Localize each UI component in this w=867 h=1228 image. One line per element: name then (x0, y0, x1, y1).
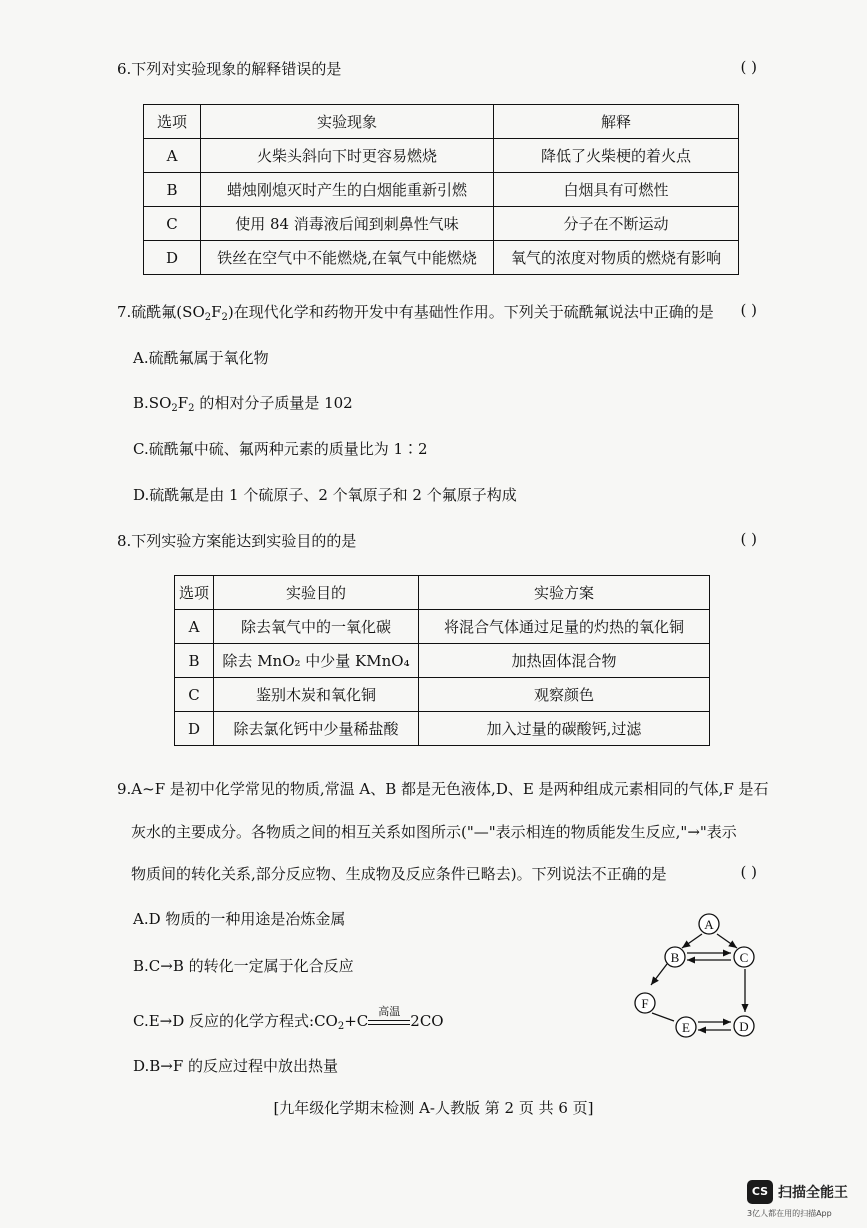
table-cell: 火柴头斜向下时更容易燃烧 (201, 139, 494, 173)
table-cell: B (144, 173, 201, 207)
equals-line (368, 1024, 410, 1025)
table-cell: 降低了火柴梗的着火点 (494, 139, 739, 173)
table-header-cell: 实验目的 (214, 576, 419, 610)
answer-bracket: ( ) (740, 530, 757, 548)
option-b: B.C→B 的转化一定属于化合反应 (133, 957, 354, 975)
table-cell: 白烟具有可燃性 (494, 173, 739, 207)
arrow-a-to-b (682, 934, 702, 948)
stem-text: 7.硫酰氟(SO (117, 303, 205, 321)
table-row (144, 173, 739, 207)
table-cell: D (144, 241, 201, 275)
table-header-cell: 实验现象 (201, 105, 494, 139)
equals-line (368, 1020, 410, 1021)
question-9-stem-line: 灰水的主要成分。各物质之间的相互关系如图所示("—"表示相连的物质能发生反应,"→"表示 (131, 823, 737, 841)
table-cell: D (175, 712, 214, 746)
table-cell: C (144, 207, 201, 241)
table-cell: 除去氯化钙中少量稀盐酸 (214, 712, 419, 746)
answer-bracket: ( ) (740, 863, 757, 881)
table-header-cell: 解释 (494, 105, 739, 139)
node-label: D (739, 1019, 749, 1034)
stem-text: )在现代化学和药物开发中有基础性作用。下列关于硫酰氟说法中正确的是 (227, 303, 714, 321)
condition-label: 高温 (378, 1005, 401, 1018)
page-footer: [九年级化学期末检测 A-人教版 第 2 页 共 6 页] (273, 1099, 594, 1117)
subscript: 2 (204, 312, 212, 323)
option-text: +C (344, 1012, 369, 1030)
subscript: 2 (221, 312, 228, 323)
node-label: B (670, 950, 680, 965)
line-f-e (652, 1013, 674, 1021)
table-row (144, 241, 739, 275)
table-row (144, 139, 739, 173)
table-cell: 铁丝在空气中不能燃烧,在氧气中能燃烧 (201, 241, 494, 275)
question-7-stem (117, 301, 714, 329)
option-b (133, 392, 353, 414)
answer-bracket: ( ) (740, 58, 757, 76)
table-header-cell: 选项 (175, 576, 214, 610)
relationship-diagram (620, 900, 770, 1060)
node-label: F (641, 996, 649, 1011)
table-cell: 分子在不断运动 (494, 207, 739, 241)
table-cell: A (144, 139, 201, 173)
option-text: 2CO (410, 1012, 444, 1030)
question-8-table (174, 575, 710, 746)
question-6-table (143, 104, 739, 275)
table-header-row (144, 105, 739, 139)
stem-text: F (211, 303, 222, 321)
table-row (175, 644, 710, 678)
table-cell: 加入过量的碳酸钙,过滤 (419, 712, 710, 746)
node-label: A (704, 917, 714, 932)
option-d: D.B→F 的反应过程中放出热量 (133, 1057, 339, 1075)
table-cell: 加热固体混合物 (419, 644, 710, 678)
option-c: C.硫酰氟中硫、氟两种元素的质量比为 1∶2 (133, 440, 428, 458)
option-a: A.D 物质的一种用途是冶炼金属 (133, 910, 346, 928)
node-label: E (682, 1020, 690, 1035)
table-cell: 氧气的浓度对物质的燃烧有影响 (494, 241, 739, 275)
question-6-stem: 6.下列对实验现象的解释错误的是 (117, 60, 342, 78)
table-cell: 除去 MnO₂ 中少量 KMnO₄ (214, 644, 419, 678)
reaction-condition (368, 1005, 410, 1029)
table-row (144, 207, 739, 241)
arrow-b-to-f (651, 964, 667, 985)
scanner-watermark (747, 1178, 867, 1228)
table-header-cell: 实验方案 (419, 576, 710, 610)
arrow-a-to-c (717, 934, 737, 948)
table-row (175, 610, 710, 644)
question-9-stem-line: 物质间的转化关系,部分反应物、生成物及反应条件已略去)。下列说法不正确的是 (131, 865, 667, 883)
question-9-stem-line: 9.A~F 是初中化学常见的物质,常温 A、B 都是无色液体,D、E 是两种组成元素相同的气体,F 是石 (117, 780, 769, 798)
scanner-tagline: 3亿人都在用的扫描App (747, 1209, 832, 1218)
table-row (175, 678, 710, 712)
table-cell: 使用 84 消毒液后闻到刺鼻性气味 (201, 207, 494, 241)
answer-bracket: ( ) (740, 301, 757, 319)
subscript: 2 (337, 1021, 345, 1032)
option-text: B.SO (133, 394, 172, 412)
scanner-logo-icon: CS (747, 1180, 773, 1204)
option-text: 的相对分子质量是 102 (194, 394, 353, 412)
table-cell: 鉴别木炭和氧化铜 (214, 678, 419, 712)
table-cell: 除去氧气中的一氧化碳 (214, 610, 419, 644)
option-d: D.硫酰氟是由 1 个硫原子、2 个氧原子和 2 个氟原子构成 (133, 486, 517, 504)
table-cell: 蜡烛刚熄灭时产生的白烟能重新引燃 (201, 173, 494, 207)
option-text: F (177, 394, 189, 412)
table-cell: C (175, 678, 214, 712)
node-label: C (739, 950, 749, 965)
table-cell: A (175, 610, 214, 644)
table-header-cell: 选项 (144, 105, 201, 139)
scanner-app-name: 扫描全能王 (778, 1185, 848, 1201)
table-cell: 将混合气体通过足量的灼热的氧化铜 (419, 610, 710, 644)
table-cell: B (175, 644, 214, 678)
table-cell: 观察颜色 (419, 678, 710, 712)
subscript: 2 (171, 403, 178, 414)
subscript: 2 (188, 403, 195, 414)
question-8-stem: 8.下列实验方案能达到实验目的的是 (117, 532, 357, 550)
table-row (175, 712, 710, 746)
option-text: C.E→D 反应的化学方程式:CO (133, 1012, 338, 1030)
table-header-row (175, 576, 710, 610)
option-c (133, 1005, 444, 1032)
option-a: A.硫酰氟属于氧化物 (133, 349, 269, 367)
